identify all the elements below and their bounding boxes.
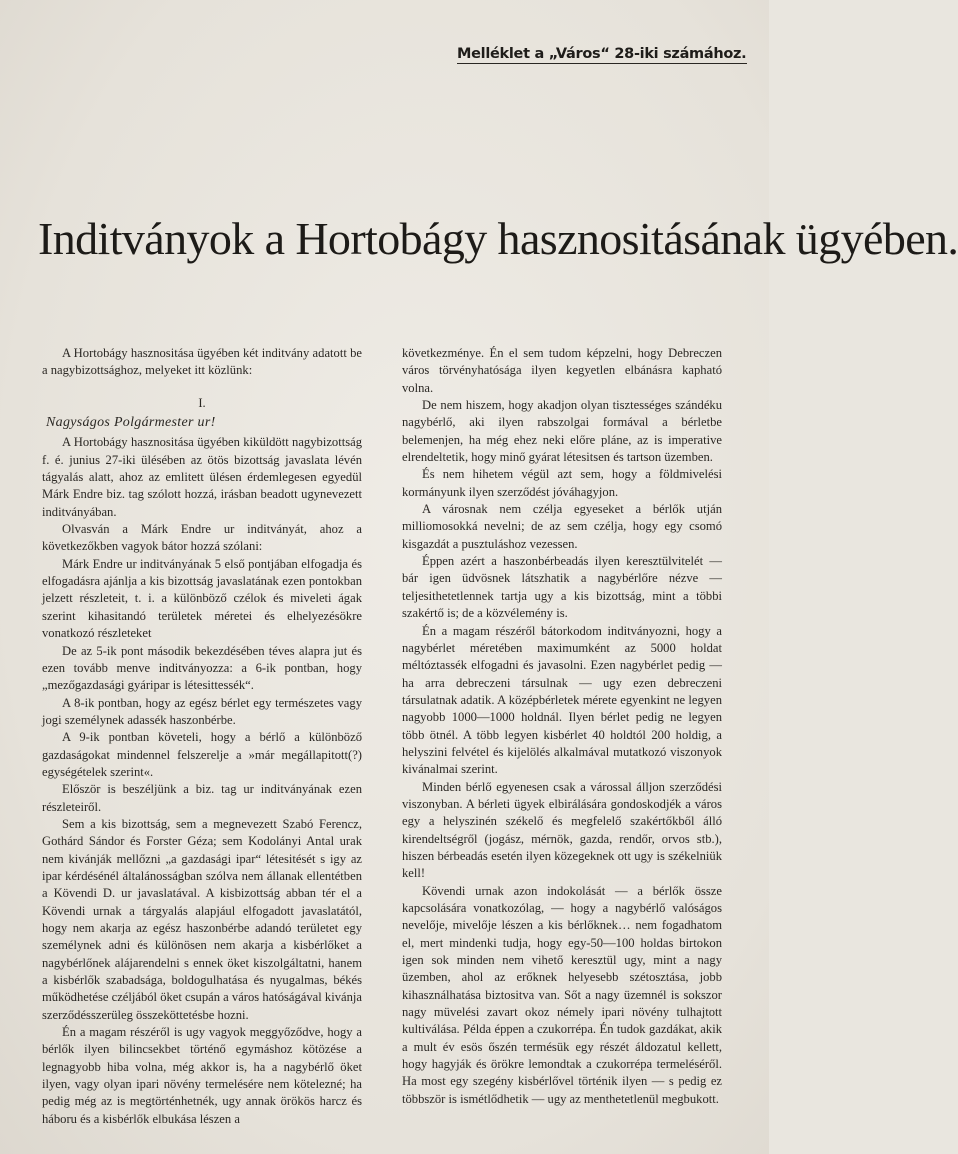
right-column	[402, 345, 722, 1108]
salutation: Nagyságos Polgármester ur!	[46, 415, 216, 431]
left-column	[42, 345, 362, 1128]
paragraph: Én a magam részéről bátorkodom inditványozni, hogy a nagybérlet méretében maximumként az 5000 holdat méltóztassék elfogadni és javasolni. Ezen nagybérlet pedig — ha arra debreczeni társulnak — ugy ezen debreczeni társulatnak adatik. A középbérletek mérete egyenkint ne legyen nagyobb 1000—1000 holdnál. Ilyen bérlet pedig ne legyen több ötnél. A több legyen kisbérlet 40 holdtól 200 holdig, a helyszini felvétel és kijelölés alkalmával mutatkozó viszonyok kivánalmai szerint.	[402, 623, 722, 777]
paragraph: Minden bérlő egyenesen csak a várossal álljon szerződési viszonyban. A bérleti ügyek elbirálására gondoskodjék a város egy a helyszinén székelő és megfelelő szakértőkből álló kirendeltségről (jogász, mérnök, gazda, rendőr, orvos stb.), hiszen bérbeadás esetén ilyen közegeknek ott ugy is székelniük kell!	[402, 779, 722, 881]
paragraph: A városnak nem czélja egyeseket a bérlők utján milliomosokká nevelni; de az sem czélja, hogy egy csomó kisgazdát a pusztuláshoz vezessen.	[402, 502, 722, 551]
paragraph: Olvasván a Márk Endre ur inditványát, ahoz a következőkben vagyok bátor hozzá szólani:	[42, 522, 362, 554]
paragraph: De nem hiszem, hogy akadjon olyan tisztességes szándéku nagybérlő, aki ilyen rabszolgai formával a bérletbe belemenjen, ha még ehez neki előre pláne, az is imperative elrendeltetik, hogy minő gyárat létesitsen és tartson üzemben.	[402, 398, 722, 465]
paragraph: A Hortobágy hasznositása ügyében kiküldött nagybizottság f. é. junius 27-iki ülésében az ötös bizottság javaslata lévén tágyalás alatt, ahoz az emlitett ülésen érdemlegesen egyedül Márk Endre biz. tag szólott hozzá, irásban beadott ugynevezett inditványában.	[42, 435, 362, 519]
paragraph: következménye. Én el sem tudom képzelni, hogy Debreczen város törvényhatósága ilyen kegyetlen elbánásra kapható volna.	[402, 346, 722, 395]
paragraph: A 8-ik pontban, hogy az egész bérlet egy természetes vagy jogi személynek adassék haszonbérbe.	[42, 695, 362, 727]
paragraph: Márk Endre ur inditványának 5 első pontjában elfogadja és elfogadásra ajánlja a kis bizottság javaslatának ezen pontokban jelzett részleteit, t. i. a különböző czélok és miveleti ágak szerint kihasitandó területek méretei és elhelyezésökre vonatkozó részleteket	[42, 556, 362, 641]
paragraph: A 9-ik pontban követeli, hogy a bérlő a különböző gazdaságokat mindennel felszerelje a »már megállapitott(?) egységételek szerint«.	[42, 730, 362, 779]
intro-paragraph: A Hortobágy hasznositása ügyében két inditvány adatott be a nagybizottsághoz, melyeket itt közlünk:	[42, 346, 362, 378]
paragraph: Éppen azért a haszonbérbeadás ilyen keresztülvitelét — bár igen üdvösnek látszhatik a nagybérlőre nézve — teljesithetetlennek tartja ugy a kis bizottság, mint a többi szakértő is; de a közvélemény is.	[402, 554, 722, 621]
paragraph: És nem hihetem végül azt sem, hogy a földmivelési kormányunk ilyen szerződést jóváhagyjon.	[402, 467, 722, 499]
section-number: I.	[198, 395, 206, 410]
supplement-header: Melléklet a „Város“ 28-iki számához.	[457, 46, 747, 62]
article-title: Inditványok a Hortobágy hasznositásának ügyében.	[38, 213, 958, 264]
paragraph: Először is beszéljünk a biz. tag ur inditványának ezen részleteiről.	[42, 782, 362, 814]
paragraph: Én a magam részéről is ugy vagyok meggyőződve, hogy a bérlők ilyen bilincsekbet történő egymáshoz kötözése a legnagyobb hiba volna, még akkor is, ha a nagybérlő öket ilyen, vagy olyan ipari növény termelésére nem kötelezné; ha pedig még az is megtörténhetnék, ugy annak örökös harcz és háboru és a kisbérlők elbukása lészen a	[42, 1025, 362, 1126]
paragraph: Kövendi urnak azon indokolását — a bérlők össze kapcsolására vonatkozólag, — hogy a nagybérlő valóságos nevelője, mivelője lészen a kis bérlőknek… nem fogadhatom el, mert mindenki tudja, hogy egy-50—100 holdas birtokon igen sok minden nem vihető keresztül ugy, mint a nagy üzemben, ahol az erőknek helyesebb szétosztása, jobb kihasználhatása biztositva van. Sőt a nagy üzemnél is sokszor nagy müvelési zavart okoz némely ipari növény tulhajtott kultiválása. Példa éppen a czukorrépa. Én tudok gazdákat, akik a mult év esös őszén termésük egy részét áldozatul kellett, hogy hagyják és örökre lemondtak a czukorrépa termeléséről. Ha most egy szegény kisbérlővel történik ilyen — s pedig ez többször is ismétlődhetik — ugy az menthetetlenül megbukott.	[402, 883, 722, 1106]
paragraph: Sem a kis bizottság, sem a megnevezett Szabó Ferencz, Gothárd Sándor és Forster Géza; sem Kodolányi Antal urak nem kivánják mellőzni „a gazdasági ipar“ létesitését s igy az ipar kérdésénél általánosságban szólva nem állanak ellentétben a Kövendi D. ur javaslatával. A kisbizottság abban tér el a Kövendi urnak a tárgyalás alapjául elfogadott javaslatától, hogy nem akarja az egész haszonbérbe adandó területet egy személynek adni és különösen nem akarja a kisbérlőket a nagybérlőnek alájarendelni s ennek öket kiszolgáltatni, hanem a kisbérlők szabadsága, boldogulhatása és nyugalmas, békés működhetése czéljából öket csupán a város hatóságával kivánja szerződésszerüleg összeköttetésbe hozni.	[42, 816, 362, 1022]
paragraph: De az 5-ik pont második bekezdésében téves alapra jut és ezen tovább menve inditványozza: a 6-ik pontban, hogy „mezőgazdasági gyáripar is létesittessék“.	[42, 643, 362, 693]
